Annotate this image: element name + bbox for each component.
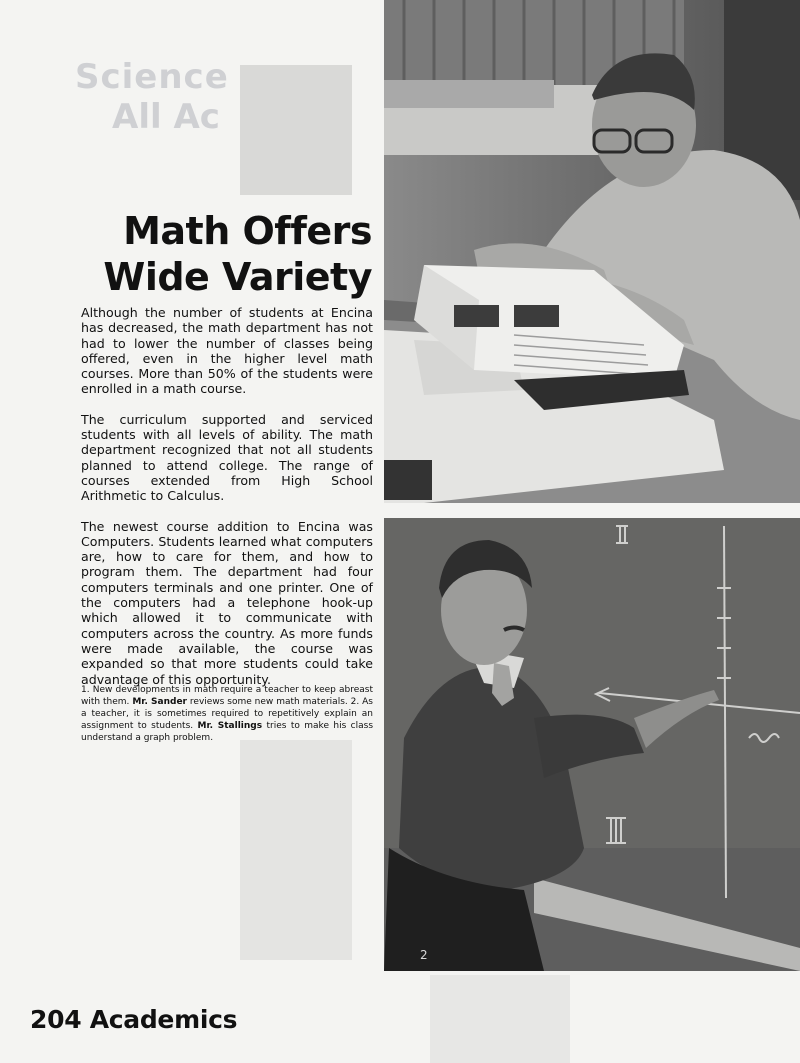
paragraph: Although the number of students at Encina has decreased, the math department has not had to lower the number of classes being offered, even in the higher level math courses. More than 50% of the students were enrolled in a math course. bbox=[81, 305, 373, 397]
photo-teacher-at-chalkboard bbox=[384, 518, 800, 971]
show-through-photo bbox=[430, 975, 570, 1063]
show-through-photo bbox=[240, 740, 352, 850]
show-through-text: Science bbox=[75, 57, 229, 97]
page-footer: 204 Academics bbox=[30, 1005, 238, 1034]
article-body bbox=[81, 305, 373, 702]
article-title bbox=[103, 208, 372, 300]
photo-number: 2 bbox=[420, 948, 428, 962]
caption-name: Mr. Sander bbox=[132, 697, 187, 707]
paragraph: The curriculum supported and serviced students with all levels of ability. The math department recognized that not all students planned to attend college. The range of courses extended from High School Arithmetic to Calculus. bbox=[81, 411, 373, 504]
title-line-2: Wide Variety bbox=[103, 255, 372, 299]
paragraph: The newest course addition to Encina was Computers. Students learned what computers are, how to care for them, and how to program them. The department had four computers terminals and one printer. One of the computers had a telephone hook-up which allowed it to communicate with computers across the country. As more funds were made available, the course was expanded so that more students could take advantage of this opportunity. bbox=[81, 518, 373, 687]
show-through-photo bbox=[240, 65, 352, 195]
title-line-1: Math Offers bbox=[123, 209, 372, 253]
caption-name: Mr. Stallings bbox=[197, 721, 263, 731]
photo-caption: 1. New developments in math require a teacher to keep abreast with them. Mr. Sander reviews some new math materials. 2. As a teacher, it is sometimes required to repetitively explain an assignment to students. Mr. Stallings tries to make his class understand a graph problem. bbox=[81, 685, 374, 743]
show-through-photo bbox=[240, 850, 352, 960]
photo-teacher-at-desk bbox=[384, 0, 800, 503]
show-through-text: All Ac bbox=[112, 97, 220, 137]
